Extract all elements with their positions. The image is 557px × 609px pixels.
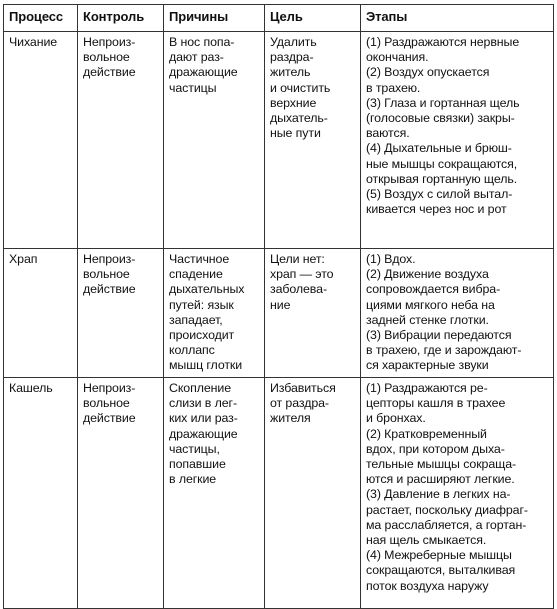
stage-item: (1) Раздражаются нервные окончания. [366,35,520,65]
table-row-coughing [4,378,554,609]
header-control: Контроль [78,5,164,32]
stage-item: (2) Воздух опускается в трахею. [366,65,490,95]
cell-process: Чихание [4,32,78,249]
stage-item: (2) Кратковременный вдох, при котором дыха- тельные мышцы сокраща- ются и расширяют легкие. [366,426,517,487]
respiratory-reflexes-table [3,4,554,609]
cell-control: Непроиз- вольное действие [78,32,164,249]
table-row-snoring [4,249,554,378]
cell-process: Кашель [4,378,78,609]
stage-item: (3) Вибрации передаются в трахею, где и зарождают- ся характерные звуки [366,328,522,373]
cell-causes: Скопление слизи в лег- ких или раз- дражающие частицы, попавшие в легкие [164,378,265,609]
cell-goal: Цели нет: храп — это заболева- ние [265,249,361,378]
cell-goal: Удалить раздра- житель и очистить верхние дыхатель- ные пути [265,32,361,249]
header-causes: Причины [164,5,265,32]
cell-causes: Частичное спадение дыхательных путей: язык западает, происходит коллапс мышц глотки [164,249,265,378]
stage-item: (1) Раздражаются ре- цепторы кашля в трахее и бронхах. [366,381,506,426]
header-process: Процесс [4,5,78,32]
cell-causes: В нос попа- дают раз- дражающие частицы [164,32,265,249]
cell-stages [361,378,554,609]
header-row [4,5,554,32]
cell-process: Храп [4,249,78,378]
stage-item: (3) Глаза и гортанная щель (голосовые связки) закры- ваются. [366,95,520,141]
table-row-sneezing [4,32,554,249]
stage-item: (4) Межреберные мышцы сокращаются, выталкивая поток воздуха наружу [366,548,516,593]
cell-control: Непроиз- вольное действие [78,249,164,378]
stage-item: (4) Дыхательные и брюш- ные мышцы сокращаются, открывая гортанную щель. [366,141,518,186]
stage-item: (2) Движение воздуха сопровождается вибра- циями мягкого неба на задней стенке глотки. [366,267,501,327]
stage-item: (1) Вдох. [366,252,416,266]
cell-goal: Избавиться от раздра- жителя [265,378,361,609]
cell-control: Непроиз- вольное действие [78,378,164,609]
stage-item: (3) Давление в легких на- растает, поскольку диафраг- ма расслабляется, а гортан- ная щель смыкается. [366,487,528,548]
header-goal: Цель [265,5,361,32]
cell-stages [361,32,554,249]
stage-item: (5) Воздух с силой вытал- кивается через нос и рот [366,187,513,217]
cell-stages [361,249,554,378]
header-stages: Этапы [361,5,554,32]
